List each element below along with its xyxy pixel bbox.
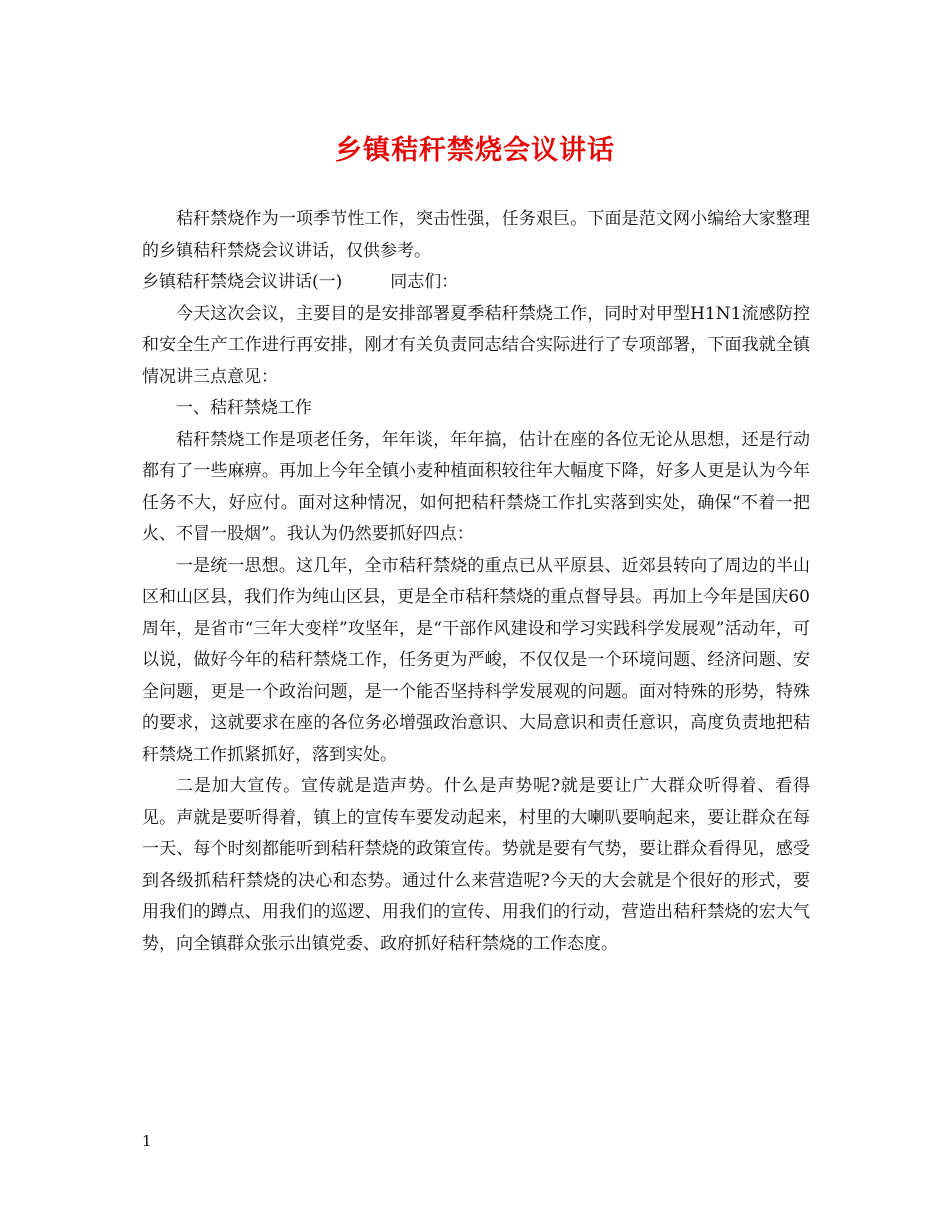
body-paragraph: 秸秆禁烧工作是项老任务，年年谈，年年搞，估计在座的各位无论从思想，还是行动都有了一些麻痹。再加上今年全镇小麦种植面积较往年大幅度下降，好多人更是认为今年任务不大，好应付。面对这种情况，如何把秸秆禁烧工作扎实落到实处，确保“不着一把火、不冒一股烟”。我认为仍然要抓好四点：: [142, 429, 810, 544]
subsection-heading: 一、秸秆禁烧工作: [176, 398, 312, 418]
document-title: 乡镇秸秆禁烧会议讲话: [335, 135, 615, 166]
body-paragraph: 二是加大宣传。宣传就是造声势。什么是声势呢?就是要让广大群众听得着、看得见。声就是要听得着，镇上的宣传车要发动起来，村里的大喇叭要响起来，要让群众在每一天、每个时刻都能听到秸秆禁烧的政策宣传。势就是要有气势，要让群众看得见，感受到各级抓秸秆禁烧的决心和态势。通过什么来营造呢?今天的大会就是个很好的形式，要用我们的蹲点、用我们的巡逻、用我们的宣传、用我们的行动，营造出秸秆禁烧的宏大气势，向全镇群众张示出镇党委、政府抓好秸秆禁烧的工作态度。: [142, 776, 810, 954]
section-heading: 乡镇秸秆禁烧会议讲话(一): [142, 272, 343, 292]
salutation: 同志们：: [390, 272, 459, 292]
section-heading-line: [142, 267, 810, 299]
body-paragraph: 今天这次会议，主要目的是安排部署夏季秸秆禁烧工作，同时对甲型H1N1流感防控和安全生产工作进行再安排，刚才有关负责同志结合实际进行了专项部署，下面我就全镇情况讲三点意见：: [142, 303, 810, 387]
document-body: [142, 204, 810, 960]
page-number: 1: [142, 1132, 152, 1150]
intro-paragraph: 秸秆禁烧作为一项季节性工作，突击性强，任务艰巨。下面是范文网小编给大家整理的乡镇秸秆禁烧会议讲话，仅供参考。: [142, 209, 810, 261]
body-paragraph: 一是统一思想。这几年，全市秸秆禁烧的重点已从平原县、近郊县转向了周边的半山区和山区县，我们作为纯山区县，更是全市秸秆禁烧的重点督导县。再加上今年是国庆60周年，是省市“三年大变样”攻坚年，是“干部作风建设和学习实践科学发展观”活动年，可以说，做好今年的秸秆禁烧工作，任务更为严峻，不仅仅是一个环境问题、经济问题、安全问题，更是一个政治问题，是一个能否坚持科学发展观的问题。面对特殊的形势，特殊的要求，这就要求在座的各位务必增强政治意识、大局意识和责任意识，高度负责地把秸秆禁烧工作抓紧抓好，落到实处。: [142, 555, 810, 765]
